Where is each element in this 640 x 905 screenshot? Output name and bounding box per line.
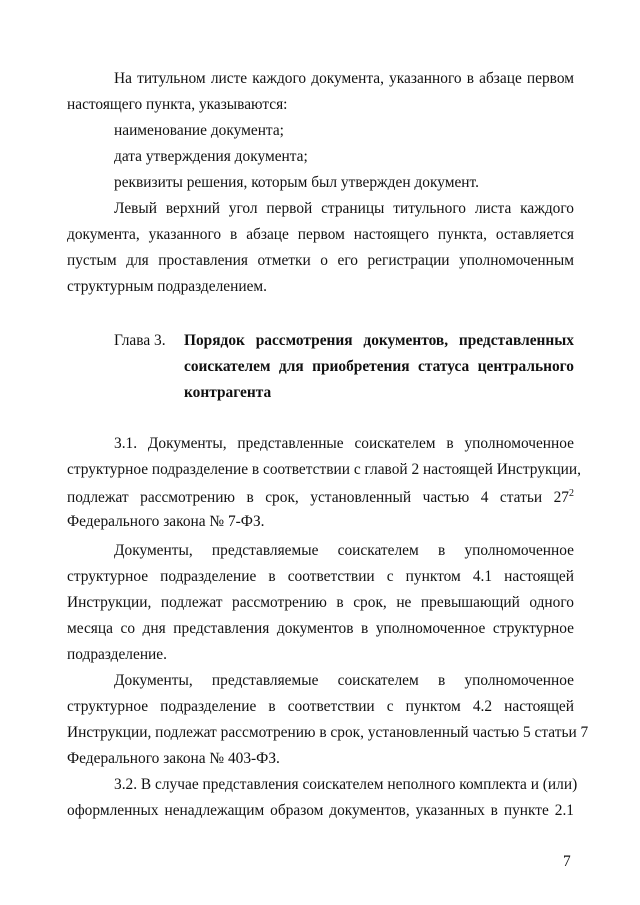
paragraph-line: 3.1. Документы, представленные соискателем в уполномоченное (114, 435, 574, 452)
paragraph-line-with-superscript (67, 488, 574, 508)
paragraph-line: структурным подразделением. (67, 278, 267, 295)
paragraph-line: Левый верхний угол первой страницы титульного листа каждого (114, 200, 574, 217)
paragraph-line: пустым для проставления отметки о его регистрации уполномоченным (67, 252, 574, 269)
paragraph-line: Федерального закона № 7-ФЗ. (67, 513, 265, 530)
paragraph-line: структурное подразделение в соответствии с пунктом 4.1 настоящей (67, 568, 574, 585)
paragraph-line: настоящего пункта, указываются: (67, 96, 288, 113)
chapter-label: Глава 3. (114, 332, 166, 349)
superscript: 2 (569, 488, 574, 499)
paragraph-line: Документы, представляемые соискателем в уполномоченное (114, 672, 574, 689)
list-item: наименование документа; (114, 122, 284, 139)
list-item: дата утверждения документа; (114, 148, 308, 165)
paragraph-line: На титульном листе каждого документа, указанного в абзаце первом (114, 70, 574, 87)
paragraph-line-text: подлежат рассмотрению в срок, установленный частью 4 статьи 27 (67, 489, 569, 506)
paragraph-line: оформленных ненадлежащим образом документов, указанных в пункте 2.1 (67, 802, 574, 819)
paragraph-line: структурное подразделение в соответствии с пунктом 4.2 настоящей (67, 698, 574, 715)
paragraph-line: 3.2. В случае представления соискателем неполного комплекта и (или) (114, 776, 578, 793)
paragraph-line: месяца со дня представления документов в уполномоченное структурное (67, 620, 574, 637)
paragraph-line: структурное подразделение в соответствии с главой 2 настоящей Инструкции, (67, 461, 582, 478)
chapter-title-line: соискателем для приобретения статуса центрального (184, 358, 574, 375)
page-number: 7 (563, 853, 571, 870)
paragraph-line: Инструкции, подлежат рассмотрению в срок, не превышающий одного (67, 594, 574, 611)
list-item: реквизиты решения, которым был утвержден документ. (114, 174, 479, 191)
paragraph-line: Федерального закона № 403-ФЗ. (67, 750, 280, 767)
chapter-title-line: контрагента (184, 384, 272, 401)
paragraph-line: документа, указанного в абзаце первом настоящего пункта, оставляется (67, 226, 574, 243)
paragraph-line: Документы, представляемые соискателем в уполномоченное (114, 542, 574, 559)
paragraph-line: подразделение. (67, 646, 167, 663)
chapter-title-line: Порядок рассмотрения документов, представленных (184, 332, 574, 349)
paragraph-line: Инструкции, подлежат рассмотрению в срок, установленный частью 5 статьи 7 (67, 724, 589, 741)
